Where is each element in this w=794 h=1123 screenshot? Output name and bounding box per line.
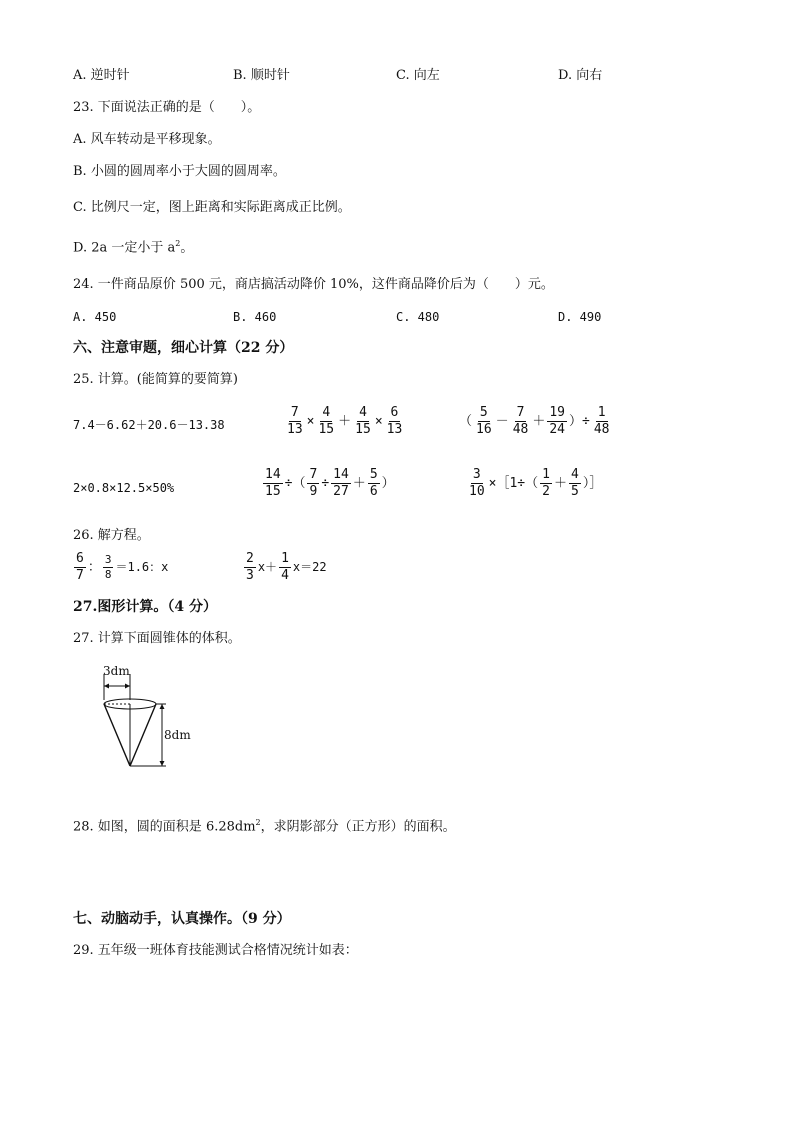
- frac: $\frac{2}{3}$: [246, 551, 254, 583]
- cone-side-left: [104, 704, 130, 766]
- frac: $\frac{1}{2}$: [542, 467, 550, 499]
- q28-exponent: 2: [255, 818, 261, 827]
- q26-stem: 26. 解方程。: [73, 528, 150, 543]
- q23-d-text: D. 2a 一定小于 a: [73, 240, 176, 256]
- q28-text-end: ，求阴影部分（正方形）的面积。: [260, 819, 456, 835]
- q25-expr-6: $\frac{3}{10}$ ×［1÷（ $\frac{1}{2}$ ＋ $\frac{4}{5}$ ）］: [469, 467, 603, 499]
- frac: $\frac{6}{13}$: [386, 405, 403, 437]
- section-6-title: 六、注意审题，细心计算（22 分）: [73, 340, 294, 356]
- frac: $\frac{3}{10}$: [469, 467, 485, 499]
- q27-stem: 27. 计算下面圆锥体的体积。: [73, 631, 241, 646]
- q25-expr-3: （ $\frac{5}{16}$ － $\frac{7}{48}$ ＋ $\frac{19}{24}$ ）÷ $\frac{1}{48}$: [459, 405, 610, 437]
- frac: $\frac{6}{7}$: [76, 551, 84, 583]
- q29-stem: 29. 五年级一班体育技能测试合格情况统计如表：: [73, 943, 358, 958]
- frac: $\frac{7}{48}$: [512, 405, 529, 437]
- q22-option-b: B. 顺时针: [233, 68, 290, 83]
- q26-equation-2: $\frac{2}{3}$ x＋ $\frac{1}{4}$ x＝22: [246, 551, 327, 583]
- frac: $\frac{4}{15}$: [318, 405, 335, 437]
- q25-expr-5: $\frac{14}{15}$ ÷（ $\frac{7}{9}$ ÷ $\frac{14}{27}$ ＋ $\frac{5}{6}$ ）: [265, 467, 395, 499]
- frac: $\frac{14}{15}$: [265, 467, 281, 499]
- q24-option-b: B. 460: [233, 310, 277, 324]
- frac: $\frac{4}{15}$: [355, 405, 371, 437]
- q23-option-b: B. 小圆的圆周率小于大圆的圆周率。: [73, 164, 286, 179]
- frac: $\frac{19}{24}$: [549, 405, 566, 437]
- frac: $\frac{1}{4}$: [281, 551, 289, 583]
- q23-option-a: A. 风车转动是平移现象。: [73, 132, 221, 147]
- radius-label: 3dm: [103, 664, 130, 678]
- radius-arrowhead-left: [104, 684, 109, 689]
- q25-stem: 25. 计算。(能简算的要简算): [73, 372, 238, 387]
- q23-option-d: [73, 240, 193, 254]
- height-arrowhead-top: [160, 704, 165, 709]
- q28-text: 28. 如图，圆的面积是 6.28dm: [73, 819, 256, 835]
- q22-option-a: A. 逆时针: [73, 68, 130, 83]
- q26-equation-1: $\frac{6}{7}$ ： $\frac{3}{8}$ ＝1.6：x: [76, 551, 169, 583]
- q22-option-d: D. 向右: [558, 68, 603, 83]
- q23-d-end: 。: [180, 240, 194, 256]
- q23-option-c: C. 比例尺一定，图上距离和实际距离成正比例。: [73, 200, 351, 215]
- frac: $\frac{5}{16}$: [476, 405, 492, 437]
- frac: $\frac{7}{13}$: [287, 405, 303, 437]
- q25-expr-2: $\frac{7}{13}$ × $\frac{4}{15}$ ＋ $\frac{4}{15}$ × $\frac{6}{13}$: [287, 405, 403, 437]
- frac: $\frac{1}{48}$: [593, 405, 610, 437]
- frac: $\frac{14}{27}$: [333, 467, 349, 499]
- q22-option-c: C. 向左: [396, 68, 440, 83]
- frac: $\frac{5}{6}$: [369, 467, 378, 499]
- section-27-title: 27.图形计算。（4 分）: [73, 599, 217, 615]
- q25-expr-4: 2×0.8×12.5×50%: [73, 481, 175, 495]
- cone-side-right: [130, 704, 156, 766]
- q25-expr-1: 7.4－6.62＋20.6－13.38: [73, 418, 225, 432]
- radius-arrowhead-right: [125, 684, 130, 689]
- q23-d-exponent: 2: [175, 239, 181, 248]
- height-label: 8dm: [164, 728, 191, 742]
- cone-figure: [100, 662, 200, 772]
- height-arrowhead-bottom: [160, 761, 165, 766]
- q28-stem: [73, 819, 456, 833]
- q24-option-a: A. 450: [73, 310, 117, 324]
- q24-option-d: D. 490: [558, 310, 602, 324]
- frac: $\frac{3}{8}$: [104, 553, 112, 581]
- frac: $\frac{4}{5}$: [570, 467, 579, 499]
- section-7-title: 七、动脑动手，认真操作。（9 分）: [73, 911, 291, 927]
- frac: $\frac{7}{9}$: [309, 467, 318, 499]
- q23-stem: 23. 下面说法正确的是（ ）。: [73, 100, 261, 115]
- q24-option-c: C. 480: [396, 310, 440, 324]
- cone-diagram: [100, 662, 200, 772]
- q24-stem: 24. 一件商品原价 500 元，商店搞活动降价 10%，这件商品降价后为（ ）元。: [73, 277, 554, 292]
